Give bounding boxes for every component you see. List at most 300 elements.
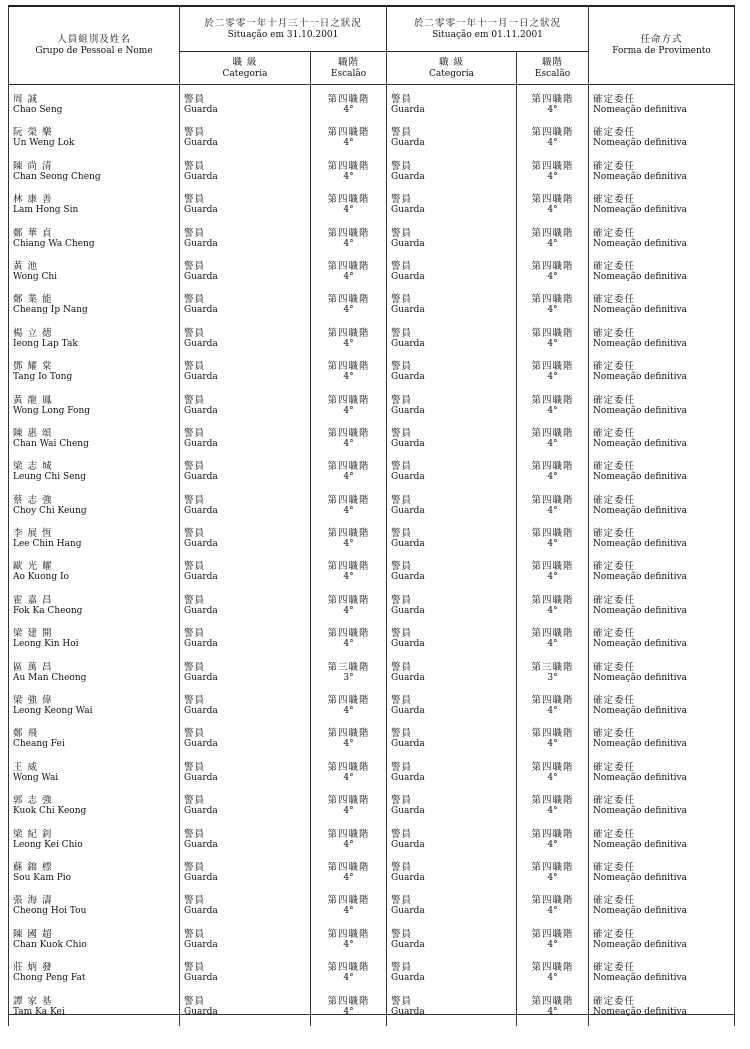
table-row bbox=[9, 692, 735, 725]
step-cell bbox=[311, 358, 387, 391]
step2-cell bbox=[517, 659, 589, 692]
category2-pt: Guarda bbox=[391, 305, 425, 316]
table-bottom-border bbox=[8, 1014, 734, 1015]
appointment-mode-zh: 確定委任 bbox=[593, 728, 636, 740]
category2-cell bbox=[387, 458, 517, 491]
step2-header-zh: 職階 bbox=[542, 56, 564, 68]
category-cell bbox=[180, 458, 311, 491]
category2-zh: 警員 bbox=[391, 194, 413, 206]
group-name-header-zh: 人員組別及姓名 bbox=[57, 34, 131, 45]
category2-pt: Guarda bbox=[391, 372, 425, 383]
step2-cell bbox=[517, 225, 589, 258]
step-pt: 4° bbox=[343, 772, 354, 783]
step2-zh: 第四職階 bbox=[531, 327, 574, 339]
step2-cell bbox=[517, 859, 589, 892]
category2-cell bbox=[387, 692, 517, 725]
category-pt: Guarda bbox=[184, 806, 218, 817]
appointment-mode-cell bbox=[589, 892, 735, 925]
step-zh: 第四職階 bbox=[327, 194, 370, 206]
category-cell bbox=[180, 492, 311, 525]
category2-cell bbox=[387, 425, 517, 458]
name-zh: 郭 志 強 bbox=[13, 795, 53, 807]
step-cell bbox=[311, 91, 387, 124]
appointment-mode-pt: Nomeação definitiva bbox=[593, 872, 687, 883]
category2-zh: 警員 bbox=[391, 260, 413, 272]
name-cell bbox=[9, 392, 180, 425]
category2-zh: 警員 bbox=[391, 795, 413, 807]
step2-zh: 第四職階 bbox=[531, 995, 574, 1007]
category2-pt: Guarda bbox=[391, 672, 425, 683]
name-pt: Fok Ka Cheong bbox=[13, 605, 83, 616]
step-pt: 4° bbox=[343, 839, 354, 850]
table-body bbox=[9, 85, 735, 1026]
name-pt: Sou Kam Pio bbox=[13, 872, 72, 883]
category2-cell bbox=[387, 826, 517, 859]
step-pt: 4° bbox=[343, 338, 354, 349]
category2-zh: 警員 bbox=[391, 895, 413, 907]
category2-pt: Guarda bbox=[391, 739, 425, 750]
step-pt: 4° bbox=[343, 973, 354, 984]
name-cell bbox=[9, 859, 180, 892]
category2-pt: Guarda bbox=[391, 806, 425, 817]
category-cell bbox=[180, 525, 311, 558]
step-pt: 4° bbox=[343, 105, 354, 115]
name-pt: Un Weng Lok bbox=[13, 138, 75, 149]
step2-zh: 第四職階 bbox=[531, 160, 574, 172]
category-header bbox=[180, 52, 311, 85]
category-cell bbox=[180, 91, 311, 124]
step-zh: 第四職階 bbox=[327, 928, 370, 940]
step2-cell bbox=[517, 91, 589, 124]
name-zh: 霍 嘉 昌 bbox=[13, 594, 53, 606]
step2-cell bbox=[517, 291, 589, 324]
category-cell bbox=[180, 826, 311, 859]
step2-pt: 4° bbox=[547, 806, 558, 817]
step-pt: 4° bbox=[343, 205, 354, 216]
appointment-mode-cell bbox=[589, 458, 735, 491]
step2-zh: 第四職階 bbox=[531, 227, 574, 239]
appointment-mode-zh: 確定委任 bbox=[593, 962, 636, 974]
category-pt: Guarda bbox=[184, 672, 218, 683]
table-row bbox=[9, 124, 735, 157]
step-cell bbox=[311, 392, 387, 425]
table-row bbox=[9, 592, 735, 625]
category-cell bbox=[180, 592, 311, 625]
step-pt: 4° bbox=[343, 472, 354, 483]
step2-zh: 第四職階 bbox=[531, 528, 574, 540]
name-pt: Lee Chin Hang bbox=[13, 539, 82, 550]
step2-zh: 第四職階 bbox=[531, 928, 574, 940]
category-zh: 警員 bbox=[184, 995, 206, 1007]
appointment-mode-cell bbox=[589, 392, 735, 425]
category-cell bbox=[180, 225, 311, 258]
appointment-mode-zh: 確定委任 bbox=[593, 761, 636, 773]
category2-zh: 警員 bbox=[391, 561, 413, 573]
category-pt: Guarda bbox=[184, 973, 218, 984]
step2-pt: 4° bbox=[547, 1006, 558, 1017]
appointment-mode-pt: Nomeação definitiva bbox=[593, 372, 687, 383]
step-zh: 第四職階 bbox=[327, 160, 370, 172]
appointment-mode-pt: Nomeação definitiva bbox=[593, 238, 687, 249]
name-pt: Wong Long Fong bbox=[13, 405, 91, 416]
step-cell bbox=[311, 625, 387, 658]
step2-cell bbox=[517, 124, 589, 157]
table-row bbox=[9, 792, 735, 825]
step2-pt: 4° bbox=[547, 305, 558, 316]
step-header-zh: 職階 bbox=[338, 56, 360, 68]
step2-cell bbox=[517, 692, 589, 725]
step-zh: 第四職階 bbox=[327, 94, 370, 105]
name-pt: Au Man Cheong bbox=[13, 672, 87, 683]
category2-cell bbox=[387, 525, 517, 558]
name-zh: 李 展 恆 bbox=[13, 528, 53, 540]
step2-cell bbox=[517, 725, 589, 758]
category-pt: Guarda bbox=[184, 739, 218, 750]
step2-pt: 4° bbox=[547, 706, 558, 717]
before-situation-header-pt: Situação em 31.10.2001 bbox=[227, 29, 339, 40]
step2-header bbox=[517, 52, 589, 85]
category2-zh: 警員 bbox=[391, 127, 413, 139]
step-pt: 4° bbox=[343, 505, 354, 516]
step-zh: 第四職階 bbox=[327, 795, 370, 807]
name-cell bbox=[9, 492, 180, 525]
step-cell bbox=[311, 425, 387, 458]
step-header-pt: Escalão bbox=[330, 68, 367, 79]
category-cell bbox=[180, 258, 311, 291]
step-zh: 第四職階 bbox=[327, 327, 370, 339]
appointment-mode-pt: Nomeação definitiva bbox=[593, 338, 687, 349]
category2-pt: Guarda bbox=[391, 205, 425, 216]
step2-zh: 第四職階 bbox=[531, 795, 574, 807]
name-pt: Leong Kei Chio bbox=[13, 839, 83, 850]
step2-zh: 第四職階 bbox=[531, 394, 574, 406]
category-pt: Guarda bbox=[184, 505, 218, 516]
category2-cell bbox=[387, 959, 517, 992]
step-zh: 第四職階 bbox=[327, 695, 370, 707]
step2-zh: 第四職階 bbox=[531, 594, 574, 606]
step2-cell bbox=[517, 926, 589, 959]
step2-pt: 4° bbox=[547, 338, 558, 349]
step-zh: 第四職階 bbox=[327, 361, 370, 373]
step-cell bbox=[311, 592, 387, 625]
category-zh: 警員 bbox=[184, 194, 206, 206]
step-cell bbox=[311, 291, 387, 324]
appointment-mode-header-zh: 任命方式 bbox=[640, 34, 683, 45]
category-header-zh: 職 級 bbox=[232, 56, 258, 68]
category2-pt: Guarda bbox=[391, 105, 425, 115]
step-zh: 第四職階 bbox=[327, 861, 370, 873]
name-zh: 黃 龍 鳳 bbox=[13, 394, 53, 406]
category-pt: Guarda bbox=[184, 939, 218, 950]
step2-cell bbox=[517, 525, 589, 558]
name-pt: Lam Hong Sin bbox=[13, 205, 79, 216]
step-zh: 第四職階 bbox=[327, 528, 370, 540]
category2-pt: Guarda bbox=[391, 906, 425, 917]
step-zh: 第四職階 bbox=[327, 494, 370, 506]
table-row bbox=[9, 91, 735, 124]
category-cell bbox=[180, 659, 311, 692]
name-cell bbox=[9, 725, 180, 758]
document-page bbox=[8, 5, 734, 1015]
appointment-mode-zh: 確定委任 bbox=[593, 494, 636, 506]
step-pt: 4° bbox=[343, 238, 354, 249]
name-zh: 梁 紀 釗 bbox=[13, 828, 53, 840]
name-cell bbox=[9, 759, 180, 792]
appointment-mode-cell bbox=[589, 158, 735, 191]
step2-pt: 4° bbox=[547, 105, 558, 115]
after-situation-header-zh: 於二零零一年十一月一日之狀況 bbox=[414, 17, 562, 29]
category2-zh: 警員 bbox=[391, 861, 413, 873]
category-pt: Guarda bbox=[184, 1006, 218, 1017]
appointment-mode-cell bbox=[589, 124, 735, 157]
category2-zh: 警員 bbox=[391, 461, 413, 473]
category2-zh: 警員 bbox=[391, 928, 413, 940]
appointment-mode-cell bbox=[589, 859, 735, 892]
category-pt: Guarda bbox=[184, 772, 218, 783]
name-zh: 蔡 志 強 bbox=[13, 494, 53, 506]
category2-zh: 警員 bbox=[391, 761, 413, 773]
name-zh: 周 誠 bbox=[13, 94, 39, 105]
category2-cell bbox=[387, 191, 517, 224]
step-pt: 4° bbox=[343, 572, 354, 583]
category-pt: Guarda bbox=[184, 338, 218, 349]
category2-cell bbox=[387, 158, 517, 191]
category2-pt: Guarda bbox=[391, 472, 425, 483]
name-pt: Tang Io Tong bbox=[13, 372, 73, 383]
category-cell bbox=[180, 291, 311, 324]
category2-pt: Guarda bbox=[391, 639, 425, 650]
step-pt: 4° bbox=[343, 438, 354, 449]
name-cell bbox=[9, 191, 180, 224]
category-cell bbox=[180, 725, 311, 758]
table-row bbox=[9, 358, 735, 391]
name-cell bbox=[9, 158, 180, 191]
table-row bbox=[9, 725, 735, 758]
category-pt: Guarda bbox=[184, 271, 218, 282]
category2-zh: 警員 bbox=[391, 695, 413, 707]
name-cell bbox=[9, 625, 180, 658]
category-zh: 警員 bbox=[184, 695, 206, 707]
appointment-mode-zh: 確定委任 bbox=[593, 294, 636, 306]
name-zh: 陳 國 超 bbox=[13, 928, 53, 940]
appointment-mode-pt: Nomeação definitiva bbox=[593, 405, 687, 416]
name-zh: 歐 光 耀 bbox=[13, 561, 53, 573]
category-zh: 警員 bbox=[184, 928, 206, 940]
category-header-pt: Categoria bbox=[222, 68, 268, 79]
category-zh: 警員 bbox=[184, 461, 206, 473]
appointment-mode-zh: 確定委任 bbox=[593, 828, 636, 840]
name-zh: 莊 炳 發 bbox=[13, 962, 53, 974]
step-cell bbox=[311, 759, 387, 792]
step-pt: 4° bbox=[343, 939, 354, 950]
table-row bbox=[9, 392, 735, 425]
category2-zh: 警員 bbox=[391, 294, 413, 306]
appointment-mode-zh: 確定委任 bbox=[593, 594, 636, 606]
name-cell bbox=[9, 993, 180, 1026]
category2-cell bbox=[387, 258, 517, 291]
step-zh: 第四職階 bbox=[327, 394, 370, 406]
category2-cell bbox=[387, 225, 517, 258]
category2-zh: 警員 bbox=[391, 160, 413, 172]
step-zh: 第四職階 bbox=[327, 561, 370, 573]
category-cell bbox=[180, 759, 311, 792]
step2-pt: 4° bbox=[547, 405, 558, 416]
name-zh: 鄭 飛 bbox=[13, 728, 39, 740]
step-pt: 4° bbox=[343, 906, 354, 917]
category2-zh: 警員 bbox=[391, 828, 413, 840]
appointment-mode-pt: Nomeação definitiva bbox=[593, 1006, 687, 1017]
category-pt: Guarda bbox=[184, 539, 218, 550]
step2-pt: 4° bbox=[547, 372, 558, 383]
table-row bbox=[9, 826, 735, 859]
name-pt: Chan Wai Cheng bbox=[13, 438, 89, 449]
appointment-mode-zh: 確定委任 bbox=[593, 194, 636, 206]
appointment-mode-cell bbox=[589, 792, 735, 825]
category2-cell bbox=[387, 492, 517, 525]
step-zh: 第四職階 bbox=[327, 962, 370, 974]
name-zh: 張 海 濤 bbox=[13, 895, 53, 907]
step-cell bbox=[311, 926, 387, 959]
step2-zh: 第四職階 bbox=[531, 260, 574, 272]
name-pt: Chan Seong Cheng bbox=[13, 171, 101, 182]
table-row bbox=[9, 625, 735, 658]
category-zh: 警員 bbox=[184, 528, 206, 540]
step2-cell bbox=[517, 492, 589, 525]
step2-cell bbox=[517, 759, 589, 792]
step-cell bbox=[311, 692, 387, 725]
category2-pt: Guarda bbox=[391, 171, 425, 182]
category-pt: Guarda bbox=[184, 472, 218, 483]
step2-zh: 第三職階 bbox=[531, 661, 574, 673]
table-row bbox=[9, 325, 735, 358]
step2-zh: 第四職階 bbox=[531, 94, 574, 105]
category2-pt: Guarda bbox=[391, 706, 425, 717]
category2-cell bbox=[387, 124, 517, 157]
step-zh: 第四職階 bbox=[327, 828, 370, 840]
step2-cell bbox=[517, 892, 589, 925]
name-pt: Choy Chi Keung bbox=[13, 505, 87, 516]
appointment-mode-zh: 確定委任 bbox=[593, 561, 636, 573]
step2-pt: 4° bbox=[547, 171, 558, 182]
name-cell bbox=[9, 792, 180, 825]
step2-zh: 第四職階 bbox=[531, 361, 574, 373]
name-pt: Chong Peng Fat bbox=[13, 973, 86, 984]
step2-pt: 4° bbox=[547, 238, 558, 249]
appointment-mode-cell bbox=[589, 191, 735, 224]
step-pt: 4° bbox=[343, 1006, 354, 1017]
appointment-mode-cell bbox=[589, 91, 735, 124]
appointment-mode-zh: 確定委任 bbox=[593, 394, 636, 406]
step2-cell bbox=[517, 158, 589, 191]
appointment-mode-header bbox=[589, 6, 735, 85]
step-pt: 4° bbox=[343, 138, 354, 149]
name-cell bbox=[9, 124, 180, 157]
step2-cell bbox=[517, 325, 589, 358]
step-zh: 第四職階 bbox=[327, 761, 370, 773]
table-row bbox=[9, 859, 735, 892]
category2-zh: 警員 bbox=[391, 628, 413, 640]
name-cell bbox=[9, 826, 180, 859]
category2-zh: 警員 bbox=[391, 728, 413, 740]
name-cell bbox=[9, 325, 180, 358]
name-zh: 梁 建 開 bbox=[13, 628, 53, 640]
step-pt: 4° bbox=[343, 372, 354, 383]
step-zh: 第四職階 bbox=[327, 594, 370, 606]
step2-cell bbox=[517, 558, 589, 591]
category2-zh: 警員 bbox=[391, 327, 413, 339]
category2-zh: 警員 bbox=[391, 227, 413, 239]
category2-cell bbox=[387, 993, 517, 1026]
appointment-mode-pt: Nomeação definitiva bbox=[593, 839, 687, 850]
appointment-mode-pt: Nomeação definitiva bbox=[593, 906, 687, 917]
table-row bbox=[9, 759, 735, 792]
step2-zh: 第四職階 bbox=[531, 127, 574, 139]
category2-zh: 警員 bbox=[391, 394, 413, 406]
category2-cell bbox=[387, 325, 517, 358]
step2-pt: 4° bbox=[547, 438, 558, 449]
category2-pt: Guarda bbox=[391, 1006, 425, 1017]
category-zh: 警員 bbox=[184, 127, 206, 139]
step2-cell bbox=[517, 358, 589, 391]
appointment-mode-pt: Nomeação definitiva bbox=[593, 205, 687, 216]
category2-zh: 警員 bbox=[391, 494, 413, 506]
step2-pt: 4° bbox=[547, 605, 558, 616]
appointment-mode-pt: Nomeação definitiva bbox=[593, 672, 687, 683]
name-cell bbox=[9, 258, 180, 291]
category2-pt: Guarda bbox=[391, 405, 425, 416]
name-cell bbox=[9, 525, 180, 558]
step-cell bbox=[311, 225, 387, 258]
step-zh: 第四職階 bbox=[327, 461, 370, 473]
category2-cell bbox=[387, 592, 517, 625]
category-zh: 警員 bbox=[184, 962, 206, 974]
category-zh: 警員 bbox=[184, 160, 206, 172]
name-pt: Wong Wai bbox=[13, 772, 59, 783]
appointment-mode-cell bbox=[589, 358, 735, 391]
step-cell bbox=[311, 158, 387, 191]
table-row bbox=[9, 291, 735, 324]
appointment-mode-zh: 確定委任 bbox=[593, 695, 636, 707]
category-cell bbox=[180, 993, 311, 1026]
category-zh: 警員 bbox=[184, 761, 206, 773]
step-cell bbox=[311, 458, 387, 491]
category-cell bbox=[180, 792, 311, 825]
appointment-mode-zh: 確定委任 bbox=[593, 895, 636, 907]
category-zh: 警員 bbox=[184, 394, 206, 406]
step2-cell bbox=[517, 625, 589, 658]
step-cell bbox=[311, 124, 387, 157]
step-cell bbox=[311, 993, 387, 1026]
appointment-mode-zh: 確定委任 bbox=[593, 94, 636, 105]
step-cell bbox=[311, 191, 387, 224]
category2-pt: Guarda bbox=[391, 271, 425, 282]
step-zh: 第四職階 bbox=[327, 628, 370, 640]
category2-zh: 警員 bbox=[391, 94, 413, 105]
category-cell bbox=[180, 692, 311, 725]
category-cell bbox=[180, 625, 311, 658]
name-cell bbox=[9, 358, 180, 391]
category2-zh: 警員 bbox=[391, 594, 413, 606]
step-zh: 第四職階 bbox=[327, 427, 370, 439]
category2-zh: 警員 bbox=[391, 528, 413, 540]
name-zh: 鄭 華 貞 bbox=[13, 227, 53, 239]
step-cell bbox=[311, 492, 387, 525]
step-pt: 4° bbox=[343, 872, 354, 883]
category2-pt: Guarda bbox=[391, 438, 425, 449]
step2-cell bbox=[517, 425, 589, 458]
step-pt: 4° bbox=[343, 171, 354, 182]
step-pt: 3° bbox=[343, 672, 354, 683]
